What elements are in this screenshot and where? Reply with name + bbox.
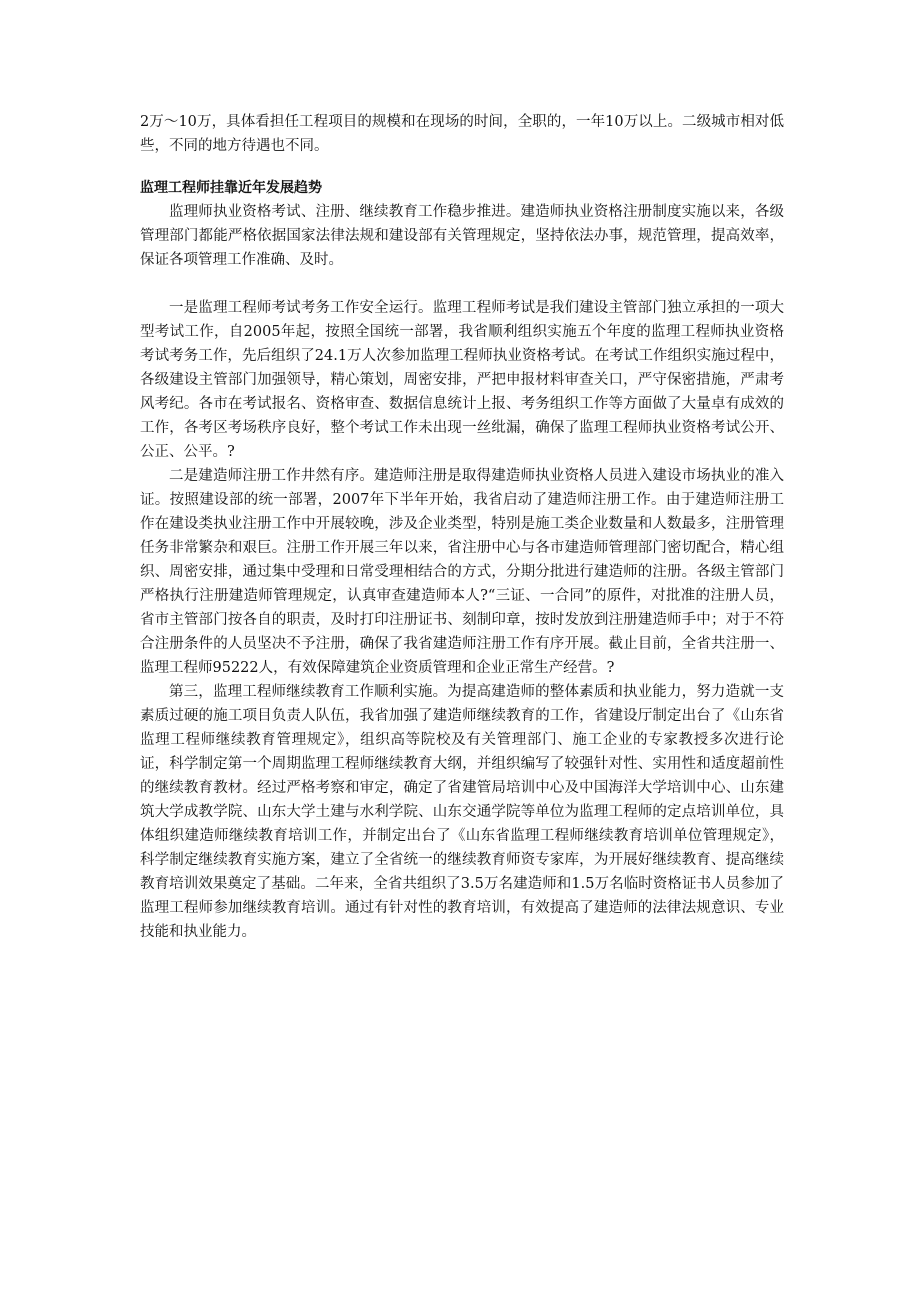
section-heading: 监理工程师挂靠近年发展趋势 [140, 180, 322, 196]
body-paragraph-4: 第三，监理工程师继续教育工作顺利实施。为提高建造师的整体素质和执业能力，努力造就一支素质过硬的施工项目负责人队伍，我省加强了建造师继续教育的工作，省建设厅制定出台了《山东省监理工程师继续教育管理规定》，组织高等院校及有关管理部门、施工企业的专家教授多次进行论证，科学制定第一个周期监理工程师继续教育大纲，并组织编写了较强针对性、实用性和适度超前性的继续教育教材。经过严格考察和审定，确定了省建管局培训中心及中国海洋大学培训中心、山东建筑大学成教学院、山东大学土建与水利学院、山东交通学院等单位为监理工程师的定点培训单位，具体组织建造师继续教育培训工作，并制定出台了《山东省监理工程师继续教育培训单位管理规定》，科学制定继续教育实施方案，建立了全省统一的继续教育师资专家库，为开展好继续教育、提高继续教育培训效果奠定了基础。二年来，全省共组织了3.5万名建造师和1.5万名临时资格证书人员参加了监理工程师参加继续教育培训。通过有针对性的教育培训，有效提高了建造师的法律法规意识、专业技能和执业能力。 [140, 684, 784, 940]
body-paragraph-1: 监理师执业资格考试、注册、继续教育工作稳步推进。建造师执业资格注册制度实施以来，各级管理部门都能严格依据国家法律法规和建设部有关管理规定，坚持依法办事，规范管理，提高效率，保证各项管理工作准确、及时。 [140, 204, 784, 268]
body-paragraph-3: 二是建造师注册工作井然有序。建造师注册是取得建造师执业资格人员进入建设市场执业的准入证。按照建设部的统一部署，2007年下半年开始，我省启动了建造师注册工作。由于建造师注册工作在建设类执业注册工作中开展较晚，涉及企业类型，特别是施工类企业数量和人数最多，注册管理任务非常繁杂和艰巨。注册工作开展三年以来，省注册中心与各市建造师管理部门密切配合，精心组织、周密安排，通过集中受理和日常受理相结合的方式，分期分批进行建造师的注册。各级主管部门严格执行注册建造师管理规定，认真审查建造师本人?“三证、一合同”的原件，对批准的注册人员，省市主管部门按各自的职责，及时打印注册证书、刻制印章，按时发放到注册建造师手中；对于不符合注册条件的人员坚决不予注册，确保了我省建造师注册工作有序开展。截止目前，全省共注册一、监理工程师95222人，有效保障建筑企业资质管理和企业正常生产经营。? [140, 468, 784, 676]
body-paragraph-2: 一是监理工程师考试考务工作安全运行。监理工程师考试是我们建设主管部门独立承担的一项大型考试工作，自2005年起，按照全国统一部署，我省顺利组织实施五个年度的监理工程师执业资格考试考务工作，先后组织了24.1万人次参加监理工程师执业资格考试。在考试工作组织实施过程中，各级建设主管部门加强领导，精心策划，周密安排，严把申报材料审查关口，严守保密措施，严肃考风考纪。各市在考试报名、资格审查、数据信息统计上报、考务组织工作等方面做了大量卓有成效的工作，各考区考场秩序良好，整个考试工作未出现一丝纰漏，确保了监理工程师执业资格考试公开、公正、公平。? [140, 300, 784, 460]
intro-paragraph: 2万～10万，具体看担任工程项目的规模和在现场的时间，全职的，一年10万以上。二级城市相对低些，不同的地方待遇也不同。 [140, 114, 784, 154]
spacer [140, 272, 784, 296]
spacer [140, 158, 784, 176]
document-page [140, 110, 784, 944]
